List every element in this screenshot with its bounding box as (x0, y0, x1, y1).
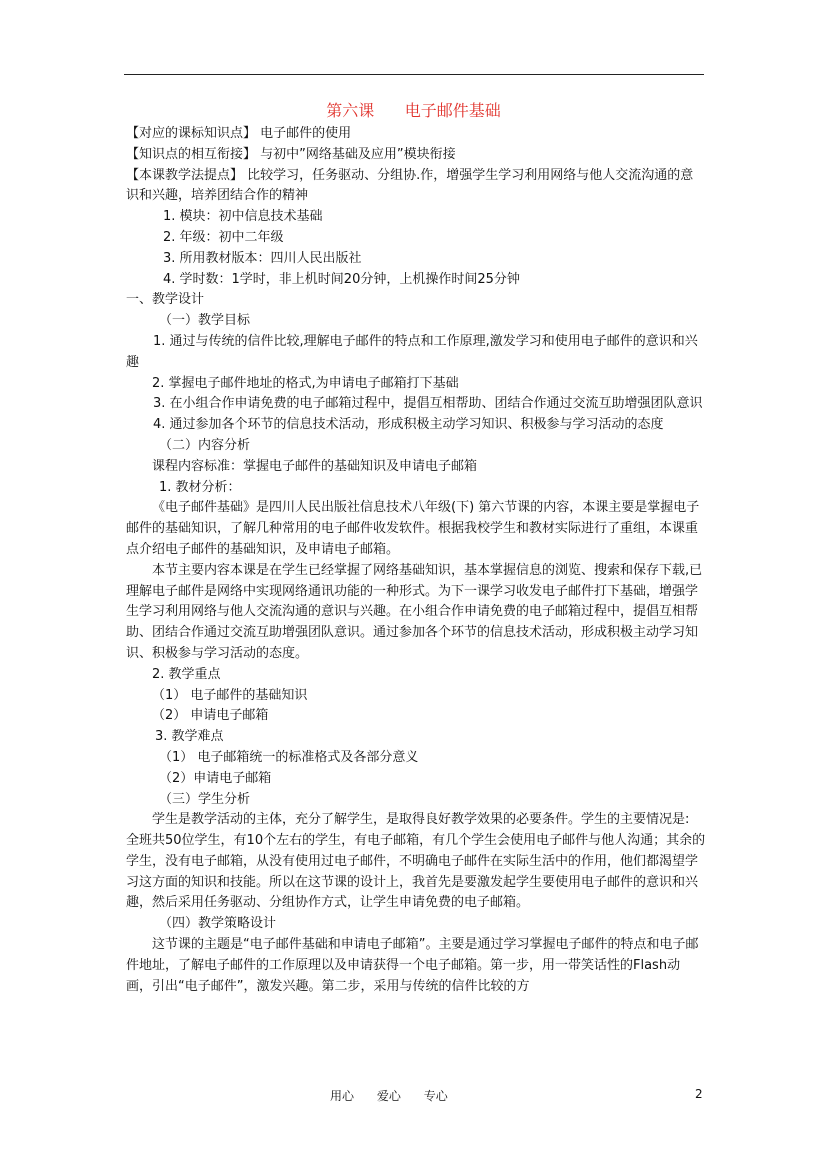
info-module: 1. 模块：初中信息技术基础 (163, 209, 323, 225)
body-paragraph: 《电子邮件基础》是四川人民出版社信息技术八年级(下) 第六节课的内容，本课主要是掌握电子邮件的基础知识，了解几种常用的电子邮件收发软件。根据我校学生和教材实际进行了重组，本课重点介绍电子邮件的基础知识，及申请电子邮箱。 (126, 500, 700, 557)
body-paragraph: 这节课的主题是“电子邮件基础和申请电子邮箱”。主要是通过学习掌握电子邮件的特点和电子邮件地址，了解电子邮件的工作原理以及申请获得一个电子邮箱。第一步，用一带笑话性的Flash动画，引出“电子邮件”，激发兴趣。第二步，采用与传统的信件比较的方 (126, 937, 699, 994)
subsection-heading: （三）学生分析 (159, 791, 251, 807)
curriculum-point: 【对应的课标知识点】 电子邮件的使用 (126, 126, 352, 141)
objective-item: 2. 掌握电子邮件地址的格式,为申请电子邮箱打下基础 (152, 375, 459, 391)
document-body (126, 124, 706, 997)
knowledge-link: 【知识点的相互衔接】 与初中”网络基础及应用”模块衔接 (126, 146, 456, 162)
content-standard: 课程内容标准：掌握电子邮件的基础知识及申请电子邮箱 (152, 458, 478, 474)
objective-item: 3. 在小组合作申请免费的电子邮箱过程中，提倡互相帮助、团结合作通过交流互助增强团队意识 (153, 396, 703, 412)
info-grade: 2. 年级：初中二年级 (163, 229, 284, 245)
footer-motto: 用心 爱心 专心 (330, 1089, 448, 1103)
objective-item: 1. 通过与传统的信件比较,理解电子邮件的特点和工作原理,激发学习和使用电子邮件的意识和兴趣 (126, 333, 698, 370)
difficulty-heading: 3. 教学难点 (155, 729, 224, 745)
page-number: 2 (695, 1087, 703, 1101)
subsection-heading: （一）教学目标 (159, 313, 251, 329)
info-textbook: 3. 所用教材版本：四川人民出版社 (163, 250, 362, 266)
key-point-heading: 2. 教学重点 (152, 666, 221, 682)
subsection-heading: （二）内容分析 (159, 437, 251, 453)
section-heading: 一、教学设计 (126, 292, 205, 308)
difficulty-item: （2）申请电子邮箱 (159, 770, 272, 786)
info-hours: 4. 学时数：1学时，非上机时间20分钟，上机操作时间25分钟 (163, 271, 520, 287)
teaching-method: 【本课教学法提点】 比较学习，任务驱动、分组协.作，增强学生学习利用网络与他人交流沟通的意识和兴趣，培养团结合作的精神 (126, 167, 694, 204)
analysis-heading: 1. 教材分析： (159, 479, 241, 495)
key-point-item: （1） 电子邮件的基础知识 (152, 687, 308, 703)
header-rule (124, 74, 704, 75)
lesson-title: 第六课 电子邮件基础 (326, 101, 501, 120)
body-paragraph: 学生是教学活动的主体，充分了解学生，是取得良好教学效果的必要条件。学生的主要情况是: 全班共50位学生，有10个左右的学生，有电子邮箱，有几个学生会使用电子邮件与他人沟通；其余的学生，没有电子邮箱，从没有使用过电子邮件，不明确电子邮件在实际生活中的作用，他们都渴望学习这方面的知识和技能。所以在这节课的设计上，我首先是要激发起学生要使用电子邮件的意识和兴趣，然后采用任务驱动、分组协作方式，让学生申请免费的电子邮箱。 (126, 812, 706, 911)
subsection-heading: （四）教学策略设计 (159, 916, 277, 932)
objective-item: 4. 通过参加各个环节的信息技术活动，形成积极主动学习知识、积极参与学习活动的态度 (153, 417, 664, 433)
difficulty-item: （1） 电子邮箱统一的标准格式及各部分意义 (159, 749, 419, 765)
key-point-item: （2） 申请电子邮箱 (152, 708, 269, 724)
body-paragraph: 本节主要内容本课是在学生已经掌握了网络基础知识，基本掌握信息的浏览、搜索和保存下载,已理解电子邮件是网络中实现网络通讯功能的一种形式。为下一课学习收发电子邮件打下基础，增强学生学习利用网络与他人交流沟通的意识与兴趣。在小组合作申请免费的电子邮箱过程中，提倡互相帮助、团结合作通过交流互助增强团队意识。通过参加各个环节的信息技术活动，形成积极主动学习知识、积极参与学习活动的态度。 (126, 562, 703, 661)
